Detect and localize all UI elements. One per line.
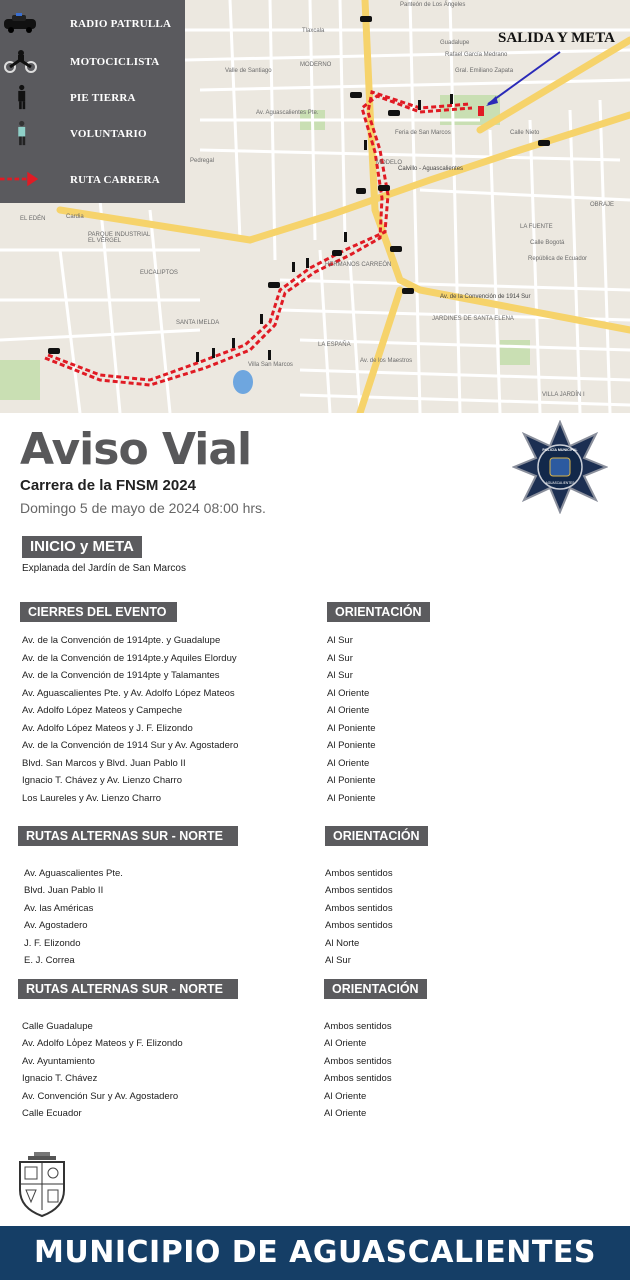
event-date: Domingo 5 de mayo de 2024 08:00 hrs. [20,500,266,516]
closure-orientation: Al Oriente [327,688,370,699]
closure-orientation: Al Sur [327,670,353,681]
map-label: MODELO [376,160,403,166]
route-place: Av. las Américas [24,903,94,914]
start-finish-label: SALIDA Y META [498,30,615,46]
closures-orientation-heading: ORIENTACIÓN [327,602,430,622]
map-label: Av. de los Maestros [360,358,413,364]
map-label: Calle Nieto [510,130,540,136]
map-label: LA FUENTE [520,224,553,230]
route-map [0,0,630,413]
map-label: Guadalupe [440,40,470,46]
footer-banner: MUNICIPIO DE AGUASCALIENTES [0,1226,630,1280]
map-label: HERMANOS CARREÓN [325,262,392,268]
route-place: Calle Ecuador [22,1108,82,1119]
closures-heading: CIERRES DEL EVENTO [20,602,177,622]
map-label: Panteón de Los Ángeles [400,2,466,8]
closure-place: Los Laureles y Av. Lienzo Charro [22,793,162,804]
route-place: Av. Agostadero [24,920,88,931]
closure-place: Av. Aguascalientes Pte. y Av. Adolfo López Mateos [22,688,235,699]
start-heading: INICIO y META [22,536,142,558]
alt-routes-orientation-heading-2: ORIENTACIÓN [324,979,427,999]
map-label: Villa San Marcos [248,362,293,368]
start-place: Explanada del Jardín de San Marcos [22,563,186,574]
legend-label: VOLUNTARIO [70,128,147,140]
route-arrow-icon [0,166,40,192]
legend-item [0,166,185,196]
route-orientation: Al Oriente [324,1038,367,1049]
badge-text-bottom: AGUASCALIENTES [545,481,575,485]
legend-item [0,10,185,40]
alt-routes-orientation-heading: ORIENTACIÓN [325,826,428,846]
closure-orientation: Al Poniente [327,723,376,734]
map-label: Tlaxcala [302,28,325,34]
map-label: Valle de Santiago [225,68,272,74]
route-place: Blvd. Juan Pablo II [24,885,104,896]
closure-orientation: Al Oriente [327,758,370,769]
closure-place: Av. de la Convención de 1914pte. y Guadalupe [22,635,221,646]
closure-place: Ignacio T. Chávez y Av. Lienzo Charro [22,775,183,786]
route-orientation: Al Norte [325,938,360,949]
legend-item [0,84,185,114]
map-legend [0,0,185,203]
closure-place: Av. de la Convención de 1914 Sur y Av. Agostadero [22,740,239,751]
closure-orientation: Al Poniente [327,793,376,804]
event-subtitle: Carrera de la FNSM 2024 [20,477,196,494]
police-badge-icon [512,420,608,514]
legend-item [0,48,185,78]
route-orientation: Ambos sentidos [324,1056,392,1067]
alt-routes-heading-2: RUTAS ALTERNAS SUR - NORTE [18,979,238,999]
route-orientation: Ambos sentidos [325,920,393,931]
legend-label: RADIO PATRULLA [70,18,172,30]
legend-label: PIE TIERRA [70,92,136,104]
route-orientation: Al Sur [325,955,351,966]
closure-orientation: Al Sur [327,653,353,664]
closure-place: Av. Adolfo López Mateos y Campeche [22,705,183,716]
alt-routes-heading: RUTAS ALTERNAS SUR - NORTE [18,826,238,846]
map-label: Gral. Emiliano Zapata [455,68,514,74]
map-label: Pedregal [190,158,215,164]
map-label: EUCALIPTOS [140,270,178,276]
map-label: PARQUE INDUSTRIAL EL VERGEL [88,232,151,244]
badge-text-top: POLICÍA MUNICIPAL [542,448,578,452]
municipal-crest-icon [14,1150,70,1218]
closure-orientation: Al Poniente [327,775,376,786]
map-label: Av. Aguascalientes Pte. [256,110,319,116]
route-orientation: Al Oriente [324,1108,367,1119]
route-place: Ignacio T. Chávez [22,1073,98,1084]
officer-icon [0,84,40,110]
route-place: E. J. Correa [24,955,75,966]
route-place: J. F. Elizondo [24,938,81,949]
map-label: MODERNO [300,62,332,68]
closure-place: Blvd. San Marcos y Blvd. Juan Pablo II [22,758,186,769]
map-label: VILLA JARDÍN I [542,392,585,398]
route-orientation: Ambos sentidos [325,885,393,896]
closure-orientation: Al Sur [327,635,353,646]
route-place: Av. Convención Sur y Av. Agostadero [22,1091,179,1102]
patrol-car-icon [0,10,40,36]
route-orientation: Al Oriente [324,1091,367,1102]
map-label: EL EDÉN [20,216,46,222]
legend-item [0,120,185,150]
map-label: Feria de San Marcos [395,130,451,136]
route-orientation: Ambos sentidos [324,1073,392,1084]
closure-orientation: Al Oriente [327,705,370,716]
map-label: Calle Bogotá [530,240,565,246]
route-place: Av. Aguascalientes Pte. [24,868,123,879]
map-label: Av. de la Convención de 1914 Sur [440,294,531,300]
volunteer-icon [0,120,40,146]
map-label: JARDINES DE SANTA ELENA [432,316,514,322]
map-label: Cardia [66,214,84,220]
map-label: República de Ecuador [528,256,588,262]
map-label: Rafael García Medrano [445,52,508,58]
page-title: Aviso Vial [20,424,252,475]
legend-label: RUTA CARRERA [70,174,160,186]
closure-place: Av. de la Convención de 1914pte.y Aquiles Elorduy [22,653,237,664]
route-place: Av. Adolfo Lo̓pez Mateos y F. Elizondo [22,1038,183,1049]
closure-place: Av. Adolfo López Mateos y J. F. Elizondo [22,723,193,734]
map-label: LA ESPAÑA [318,342,351,348]
closure-orientation: Al Poniente [327,740,376,751]
route-orientation: Ambos sentidos [325,868,393,879]
closure-place: Av. de la Convención de 1914pte y Talamantes [22,670,220,681]
route-place: Av. Ayuntamiento [22,1056,95,1067]
map-label: Calvillo - Aguascalientes [398,166,464,172]
map-label: SANTA IMELDA [176,320,220,326]
map-label: OBRAJE [590,202,615,208]
route-place: Calle Guadalupe [22,1021,93,1032]
motorcycle-icon [0,48,40,74]
route-orientation: Ambos sentidos [324,1021,392,1032]
route-orientation: Ambos sentidos [325,903,393,914]
legend-label: MOTOCICLISTA [70,56,160,68]
